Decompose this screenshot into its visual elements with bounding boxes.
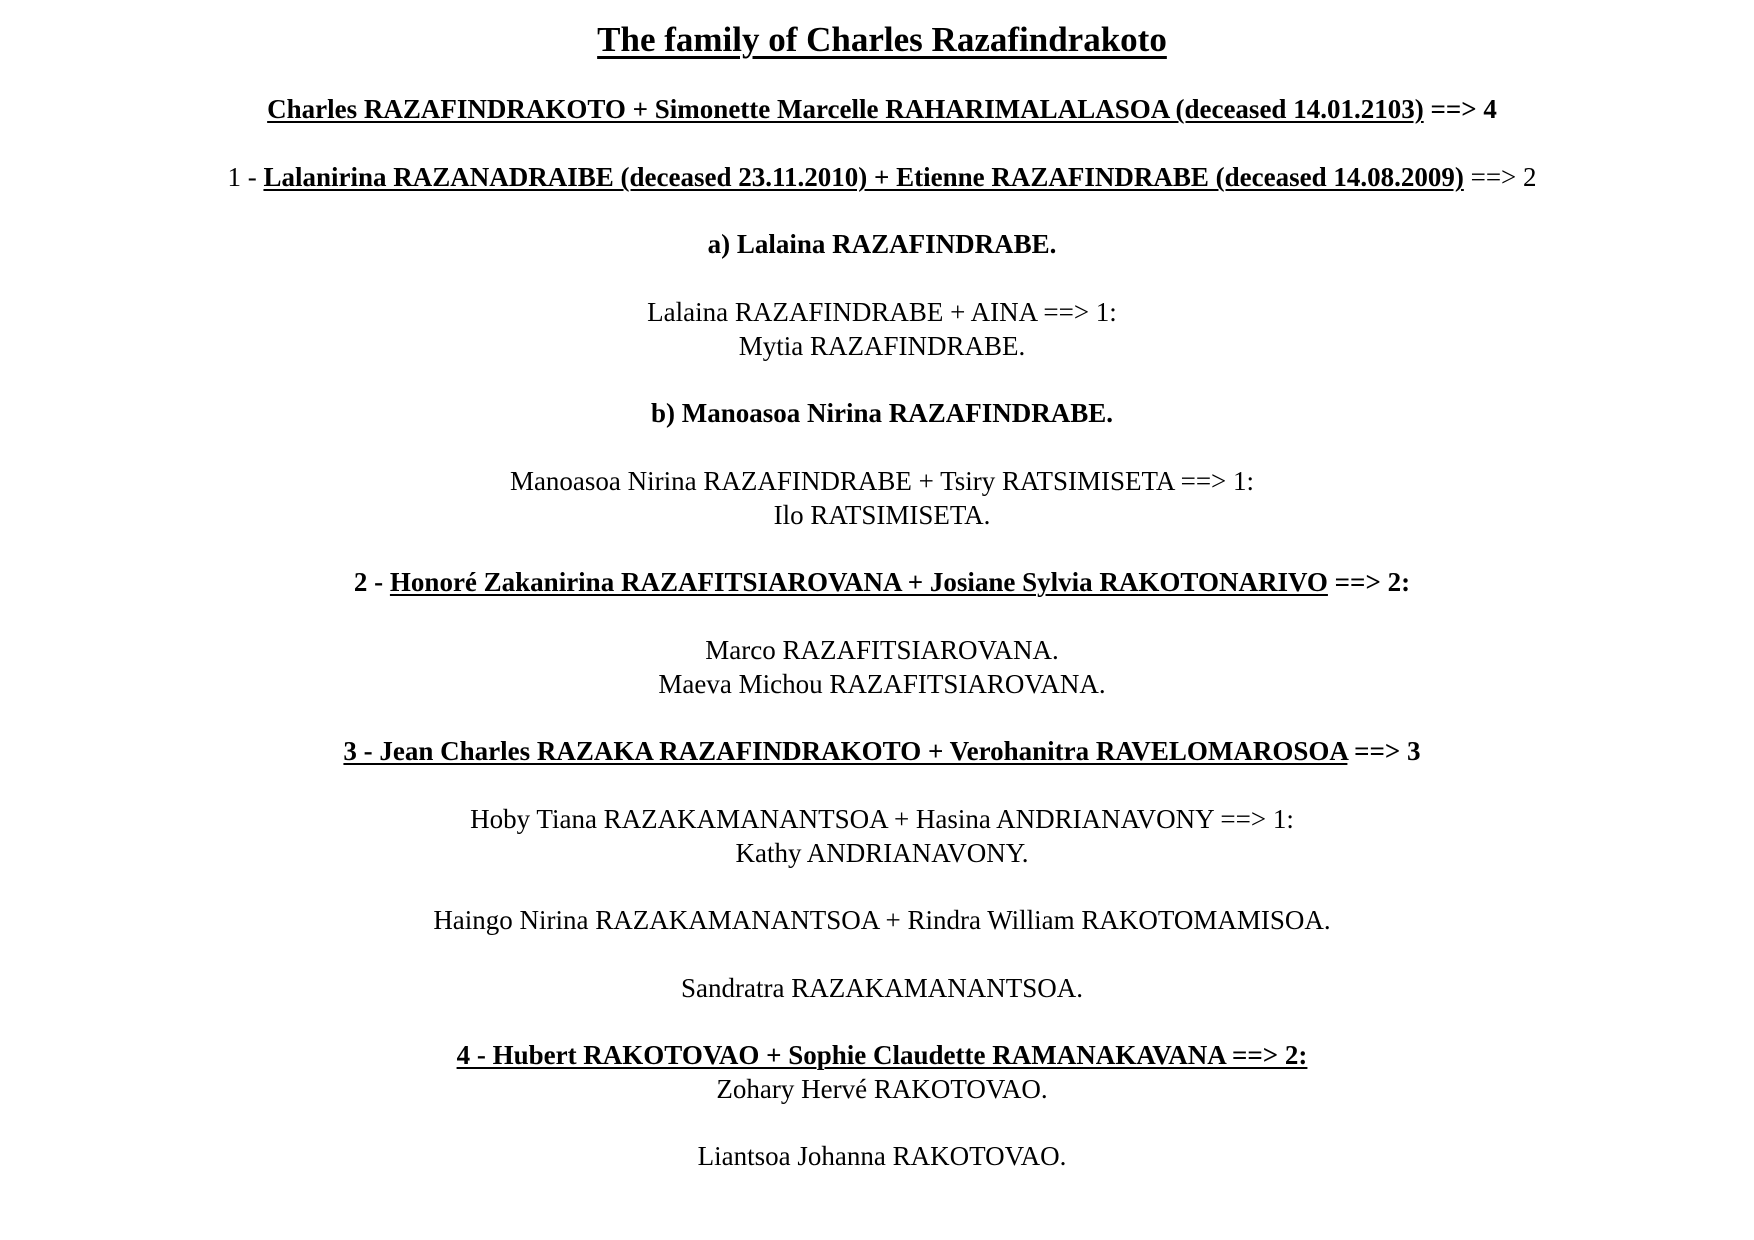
child-1a-union: Lalaina RAZAFINDRABE + AINA ==> 1: [647, 297, 1117, 327]
child-3-union-1: Hoby Tiana RAZAKAMANANTSOA + Hasina ANDRIANAVONY ==> 1: [470, 804, 1294, 834]
child-1-couple [0, 162, 1754, 192]
child-1-names: Lalanirina RAZANADRAIBE (deceased 23.11.2010) + Etienne RAZAFINDRABE (deceased 14.08.2009) [263, 162, 1464, 192]
child-3-union-1-child: Kathy ANDRIANAVONY. [735, 838, 1029, 868]
child-4-grandchild-2: Liantsoa Johanna RAKOTOVAO. [697, 1141, 1067, 1171]
child-1a-heading: a) Lalaina RAZAFINDRABE. [707, 229, 1057, 259]
child-4-heading: 4 - Hubert RAKOTOVAO + Sophie Claudette RAMANAKAVANA ==> 2: [456, 1040, 1308, 1070]
page-title: The family of Charles Razafindrakoto [597, 20, 1167, 59]
child-2-count: ==> 2: [1327, 567, 1411, 597]
child-1-count: ==> 2 [1463, 162, 1537, 192]
root-couple-names: Charles RAZAFINDRAKOTO + Simonette Marcelle RAHARIMALALASOA (deceased 14.01.2103) [267, 94, 1424, 124]
child-1-prefix: 1 - [227, 162, 264, 192]
child-1a-child: Mytia RAZAFINDRABE. [738, 331, 1026, 361]
child-4-grandchild-1: Zohary Hervé RAKOTOVAO. [716, 1074, 1048, 1104]
child-3-union-2: Haingo Nirina RAZAKAMANANTSOA + Rindra William RAKOTOMAMISOA. [433, 905, 1331, 935]
child-4-couple [0, 1040, 1754, 1070]
child-2-names: Honoré Zakanirina RAZAFITSIAROVANA + Josiane Sylvia RAKOTONARIVO [389, 567, 1328, 597]
child-3-single: Sandratra RAZAKAMANANTSOA. [681, 973, 1083, 1003]
child-3-couple [0, 736, 1754, 766]
child-1b-child: Ilo RATSIMISETA. [773, 500, 991, 530]
child-2-grandchild-2: Maeva Michou RAZAFITSIAROVANA. [658, 669, 1106, 699]
child-1b-heading: b) Manoasoa Nirina RAZAFINDRABE. [650, 398, 1114, 428]
root-couple [0, 94, 1754, 124]
child-1b-union: Manoasoa Nirina RAZAFINDRABE + Tsiry RATSIMISETA ==> 1: [509, 466, 1255, 496]
child-3-count: ==> 3 [1347, 736, 1421, 766]
child-2-couple [0, 567, 1754, 597]
child-2-prefix: 2 - [353, 567, 390, 597]
child-3-names: 3 - Jean Charles RAZAKA RAZAFINDRAKOTO + Verohanitra RAVELOMAROSOA [343, 736, 1348, 766]
root-couple-count: ==> 4 [1423, 94, 1497, 124]
child-2-grandchild-1: Marco RAZAFITSIAROVANA. [705, 635, 1059, 665]
